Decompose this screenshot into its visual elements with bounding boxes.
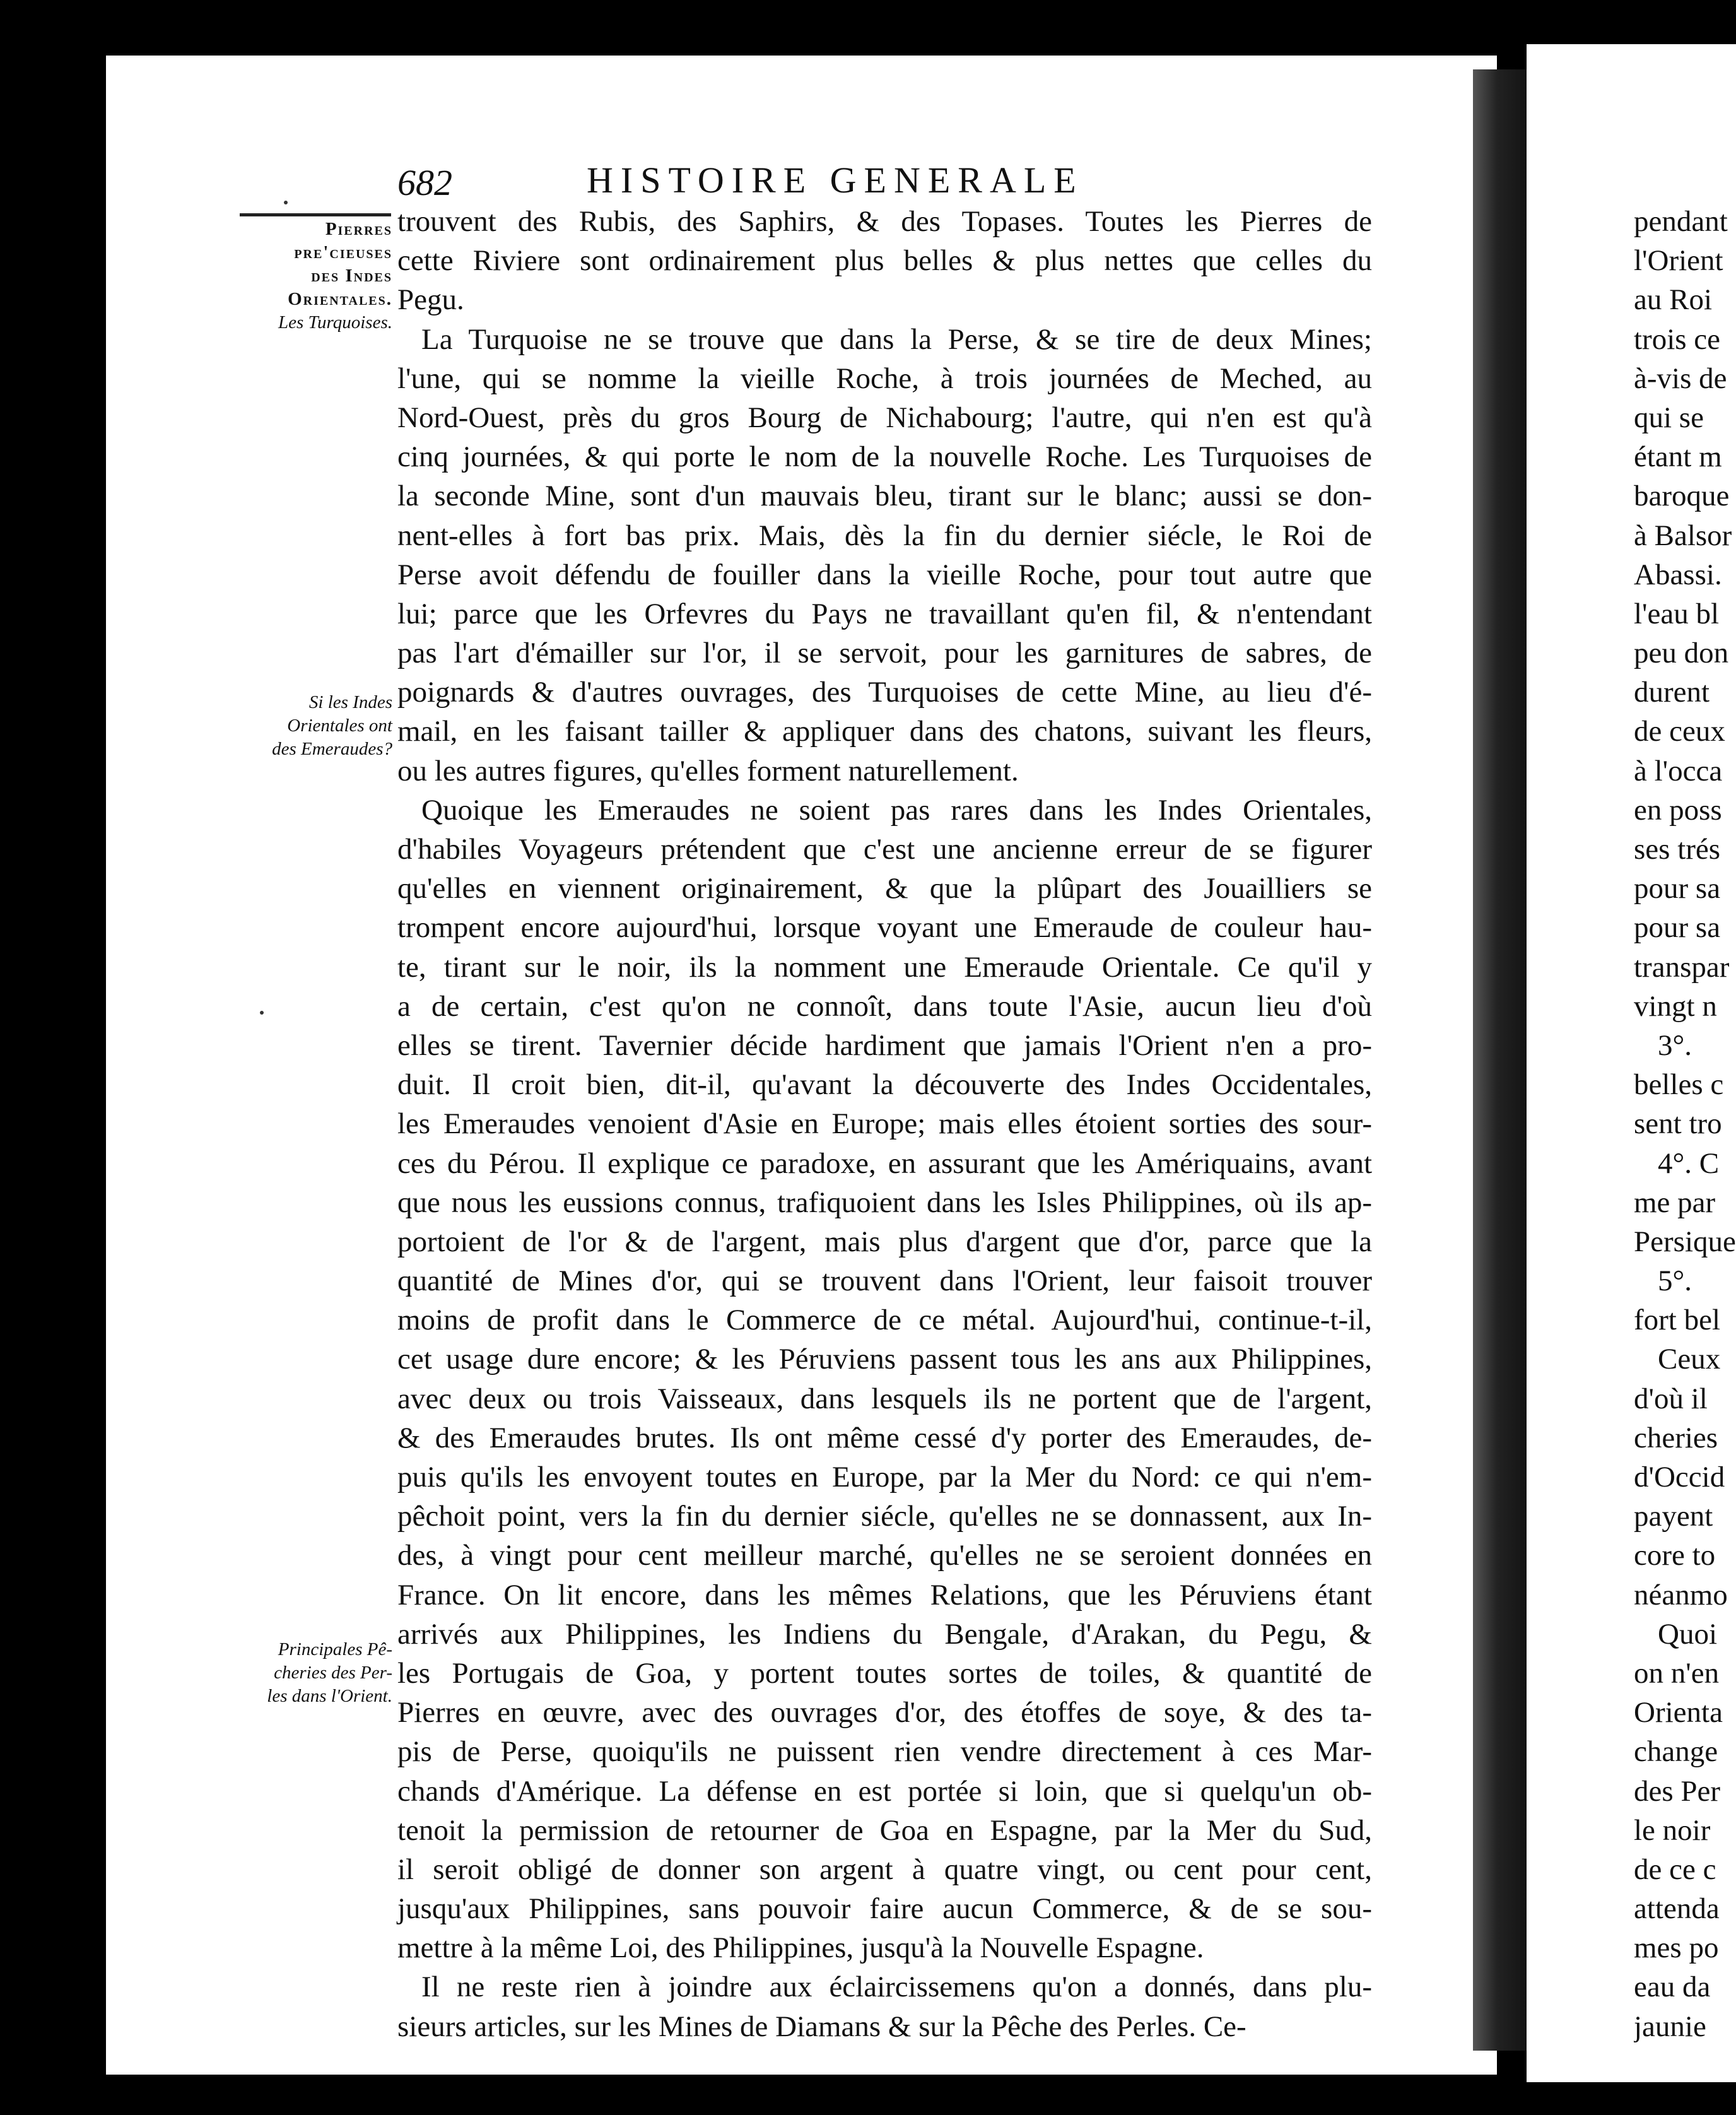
facing-text-line: transpar	[1634, 950, 1730, 984]
text-line: les Portugais de Goa, y portent toutes sortes de toiles, & quantité de	[397, 1656, 1372, 1690]
facing-text-line: eau da	[1634, 1971, 1711, 2004]
text-line: d'habiles Voyageurs prétendent que c'est une ancienne erreur de se figurer	[397, 833, 1372, 866]
text-line: ces du Pérou. Il explique ce paradoxe, en assurant que les Amériquains, avant	[397, 1146, 1372, 1180]
facing-text-line: change	[1634, 1735, 1718, 1769]
facing-text-line: qui se	[1634, 401, 1704, 434]
facing-text-line: 5°.	[1658, 1264, 1692, 1298]
facing-text-line: peu don	[1634, 637, 1729, 670]
text-line: pis de Perse, quoiqu'ils ne puissent rien vendre directement à ces Mar-	[397, 1735, 1372, 1769]
facing-text-line: étant m	[1634, 440, 1722, 474]
text-line: La Turquoise ne se trouve que dans la Perse, & se tire de deux Mines;	[421, 322, 1372, 356]
text-line: portoient de l'or & de l'argent, mais plus d'argent que d'or, parce que la	[397, 1225, 1372, 1258]
margin-line: cheries des Per-	[274, 1663, 392, 1683]
margin-line: Orientales.	[288, 289, 392, 309]
facing-text-line: 4°. C	[1658, 1146, 1720, 1180]
text-line: tenoit la permission de retourner de Goa en Espagne, par la Mer du Sud,	[397, 1813, 1372, 1847]
running-header	[397, 159, 1381, 203]
facing-text-line: durent	[1634, 676, 1710, 709]
text-line: France. On lit encore, dans les mêmes Relations, que les Péruviens étant	[397, 1578, 1372, 1611]
facing-text-line: des Per	[1634, 1774, 1721, 1808]
facing-text-line: cheries	[1634, 1421, 1718, 1454]
facing-text-line: core to	[1634, 1539, 1716, 1572]
text-line: les Emeraudes venoient d'Asie en Europe; mais elles étoient sorties des sour-	[397, 1107, 1372, 1141]
text-line: moins de profit dans le Commerce de ce métal. Aujourd'hui, continue-t-il,	[397, 1304, 1372, 1337]
text-line: arrivés aux Philippines, les Indiens du Bengale, d'Arakan, du Pegu, &	[397, 1617, 1372, 1651]
facing-text-line: 3°.	[1658, 1028, 1692, 1062]
text-line: trompent encore aujourd'hui, lorsque voyant une Emeraude de couleur hau-	[397, 911, 1372, 945]
text-line: mail, en les faisant tailler & appliquer dans des chatons, suivant les fleurs,	[397, 715, 1372, 748]
facing-text-line: vingt n	[1634, 989, 1717, 1023]
text-line: Il ne reste rien à joindre aux éclaircissemens qu'on a donnés, dans plu-	[421, 1971, 1372, 2004]
facing-text-line: d'où il	[1634, 1382, 1708, 1415]
text-line: poignards & d'autres ouvrages, des Turquoises de cette Mine, au lieu d'é-	[397, 676, 1372, 709]
text-line: il seroit obligé de donner son argent à quatre vingt, ou cent pour cent,	[397, 1853, 1372, 1886]
text-line: la seconde Mine, sont d'un mauvais bleu, tirant sur le blanc; aussi se don-	[397, 480, 1372, 513]
margin-line: Pierres	[325, 219, 392, 239]
margin-note-turquoises	[240, 311, 392, 334]
facing-text-line: en poss	[1634, 793, 1722, 827]
text-line: Nord-Ouest, près du gros Bourg de Nichabourg; l'autre, qui n'en est qu'à	[397, 401, 1372, 434]
facing-text-line: baroque	[1634, 480, 1730, 513]
text-line: Pegu.	[397, 283, 464, 317]
text-line: nent-elles à fort bas prix. Mais, dès la fin du dernier siécle, le Roi de	[397, 519, 1372, 552]
facing-text-line: pour sa	[1634, 911, 1721, 945]
text-line: Perse avoit défendu de fouiller dans la vieille Roche, pour tout autre que	[397, 558, 1372, 591]
margin-note-section-heading	[240, 218, 392, 311]
margin-line: Les Turquoises.	[278, 312, 392, 333]
facing-text-line: Ceux	[1658, 1343, 1721, 1376]
page-number: 682	[397, 162, 452, 203]
facing-text-line: de ce c	[1634, 1853, 1716, 1886]
margin-line: les dans l'Orient.	[267, 1686, 392, 1706]
text-line: que nous les eussions connus, trafiquoient dans les Isles Philippines, où ils ap-	[397, 1186, 1372, 1219]
facing-text-line: à-vis de	[1634, 362, 1727, 395]
margin-line: des Emeraudes?	[272, 739, 392, 759]
margin-line: Orientales ont	[287, 716, 392, 736]
facing-text-line: à Balsor	[1634, 519, 1732, 552]
text-line: qu'elles en viennent originairement, & que la plûpart des Jouailliers se	[397, 872, 1372, 905]
margin-note-emeralds	[240, 691, 392, 761]
text-line: chands d'Amérique. La défense en est portée si loin, que si quelqu'un ob-	[397, 1774, 1372, 1808]
text-line: te, tirant sur le noir, ils la nomment une Emeraude Orientale. Ce qu'il y	[397, 950, 1372, 984]
facing-text-line: Abassi.	[1634, 558, 1722, 591]
margin-line: Principales Pê-	[278, 1639, 392, 1659]
text-line: elles se tirent. Tavernier décide hardiment que jamais l'Orient n'en a pro-	[397, 1028, 1372, 1062]
facing-text-line: au Roi	[1634, 283, 1713, 317]
facing-text-line: d'Occid	[1634, 1461, 1725, 1493]
text-line: lui; parce que les Orfevres du Pays ne travaillant qu'en fil, & n'entendant	[397, 597, 1372, 630]
facing-text-line: mes po	[1634, 1931, 1719, 1965]
facing-text-line: me par	[1634, 1186, 1716, 1219]
facing-text-line: à l'occa	[1634, 754, 1723, 787]
text-line: des, à vingt pour cent meilleur marché, qu'elles ne se seroient données en	[397, 1539, 1372, 1572]
facing-text-line: Orienta	[1634, 1696, 1723, 1729]
text-line: puis qu'ils les envoyent toutes en Europe, par la Mer du Nord: ce qui n'em-	[397, 1461, 1372, 1493]
text-line: quantité de Mines d'or, qui se trouvent dans l'Orient, leur faisoit trouver	[397, 1264, 1372, 1298]
print-speck	[260, 1011, 264, 1015]
text-line: avec deux ou trois Vaisseaux, dans lesquels ils ne portent que de l'argent,	[397, 1382, 1372, 1415]
facing-text-line: pendant	[1634, 205, 1728, 238]
facing-text-line: attenda	[1634, 1892, 1720, 1926]
running-title: HISTOIRE GENERALE	[587, 160, 1084, 201]
margin-line: Si les Indes	[308, 692, 392, 712]
margin-line: des Indes	[311, 266, 392, 286]
text-line: sieurs articles, sur les Mines de Diamans & sur la Pêche des Perles. Ce-	[397, 2010, 1246, 2043]
text-line: pêchoit point, vers la fin du dernier siécle, qu'elles ne se donnassent, aux In-	[397, 1500, 1372, 1533]
text-line: jusqu'aux Philippines, sans pouvoir faire aucun Commerce, & de se sou-	[397, 1892, 1372, 1926]
facing-text-line: de ceux	[1634, 715, 1725, 748]
text-line: cinq journées, & qui porte le nom de la nouvelle Roche. Les Turquoises de	[397, 440, 1372, 474]
facing-text-line: payent	[1634, 1500, 1713, 1533]
facing-text-line: on n'en	[1634, 1656, 1720, 1690]
text-line: mettre à la même Loi, des Philippines, jusqu'à la Nouvelle Espagne.	[397, 1931, 1204, 1965]
text-line: Quoique les Emeraudes ne soient pas rares dans les Indes Orientales,	[421, 793, 1372, 827]
facing-text-line: le noir	[1634, 1813, 1711, 1847]
facing-text-line: belles c	[1634, 1068, 1724, 1102]
margin-note-pearls	[240, 1638, 392, 1708]
facing-text-line: l'eau bl	[1634, 597, 1720, 630]
print-speck	[284, 201, 288, 204]
body-text	[397, 202, 1372, 2046]
margin-rule	[240, 213, 391, 216]
facing-page-text	[1634, 202, 1736, 2046]
facing-text-line: néanmo	[1634, 1578, 1728, 1611]
text-line: pas l'art d'émailler sur l'or, il se servoit, pour les garnitures de sabres, de	[397, 637, 1372, 670]
facing-text-line: sent tro	[1634, 1107, 1722, 1141]
text-line: l'une, qui se nomme la vieille Roche, à trois journées de Meched, au	[397, 362, 1372, 395]
text-line: a de certain, c'est qu'on ne connoît, dans toute l'Asie, aucun lieu d'où	[397, 989, 1372, 1023]
text-line: cet usage dure encore; & les Péruviens passent tous les ans aux Philippines,	[397, 1343, 1372, 1376]
facing-text-line: jaunie	[1634, 2010, 1706, 2043]
facing-text-line: fort bel	[1634, 1304, 1721, 1337]
facing-text-line: Quoi	[1658, 1617, 1717, 1651]
facing-text-line: Persique	[1634, 1225, 1736, 1258]
text-line: trouvent des Rubis, des Saphirs, & des Topases. Toutes les Pierres de	[397, 205, 1372, 238]
text-line: duit. Il croit bien, dit-il, qu'avant la découverte des Indes Occidentales,	[397, 1068, 1372, 1102]
facing-text-line: pour sa	[1634, 872, 1721, 905]
text-line: & des Emeraudes brutes. Ils ont même cessé d'y porter des Emeraudes, de-	[397, 1421, 1372, 1454]
facing-text-line: l'Orient	[1634, 244, 1723, 278]
book-gutter-shadow	[1473, 69, 1533, 2051]
text-line: cette Riviere sont ordinairement plus belles & plus nettes que celles du	[397, 244, 1372, 278]
text-line: ou les autres figures, qu'elles forment naturellement.	[397, 754, 1019, 787]
text-line: Pierres en œuvre, avec des ouvrages d'or, des étoffes de soye, & des ta-	[397, 1696, 1372, 1729]
facing-text-line: ses trés	[1634, 833, 1721, 866]
facing-text-line: trois ce	[1634, 322, 1721, 356]
margin-line: pre'cieuses	[294, 242, 392, 262]
